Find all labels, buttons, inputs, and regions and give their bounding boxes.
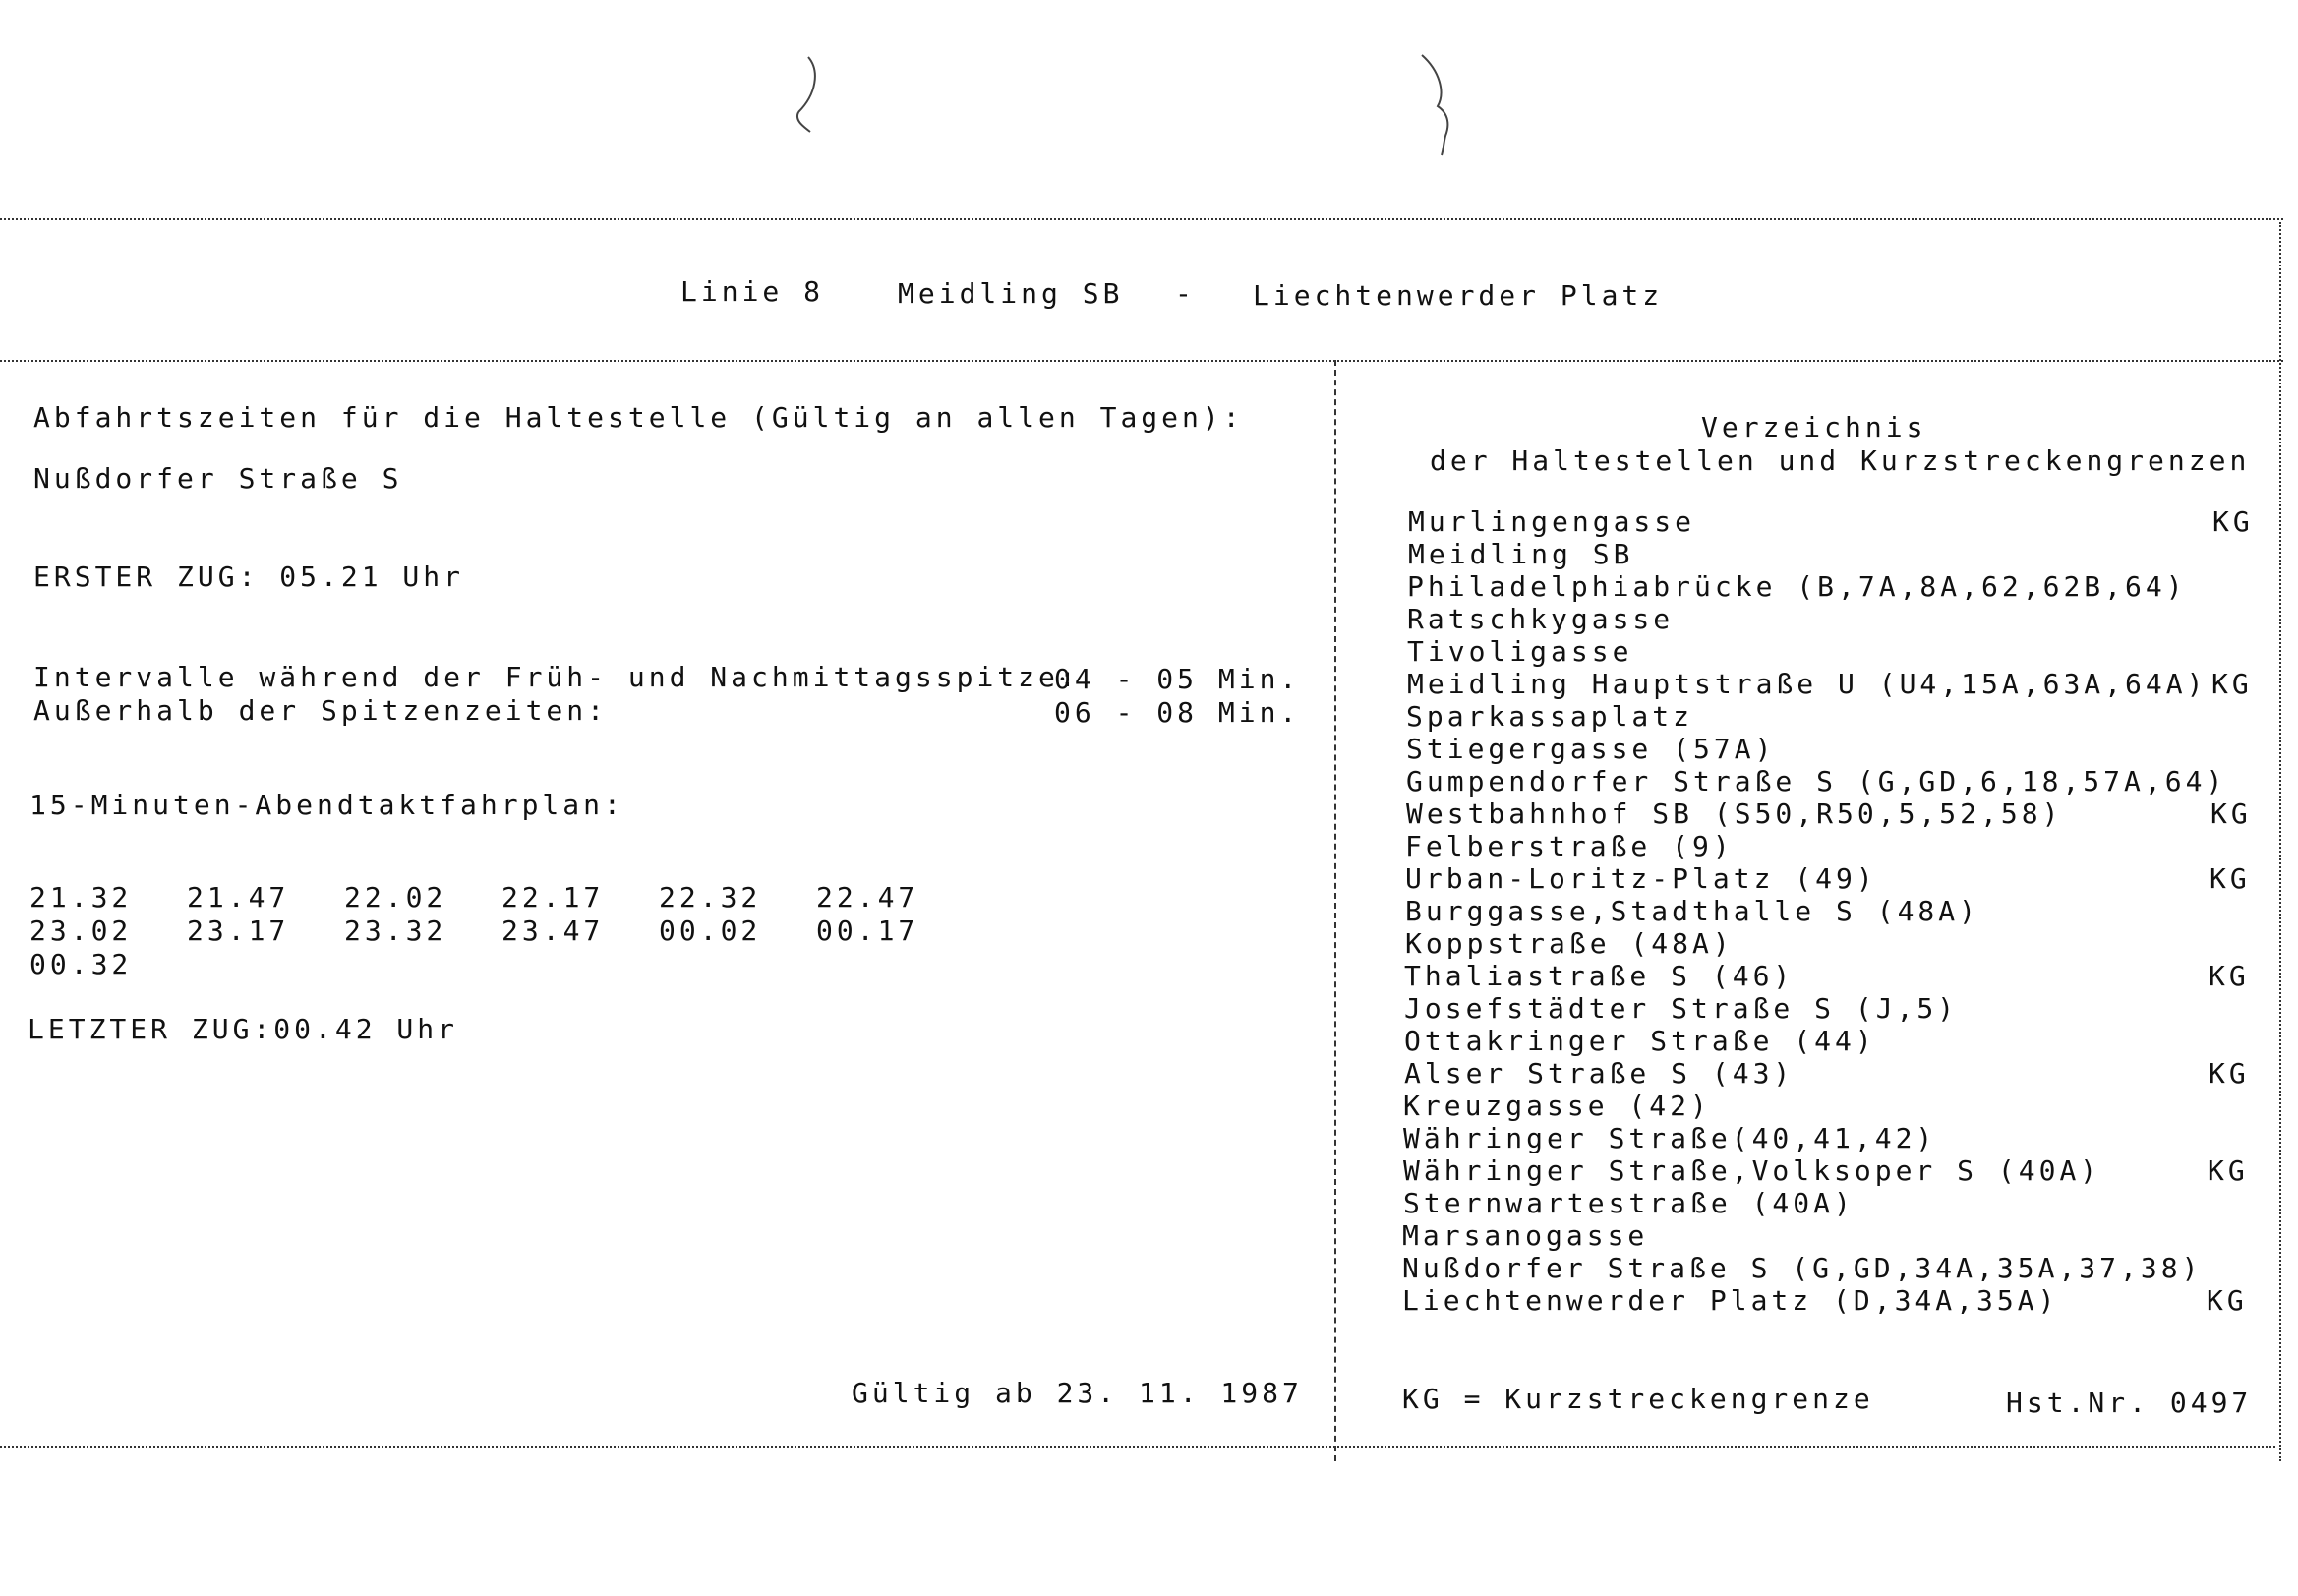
stop-list-item: Murlingengasse <box>1408 505 1696 538</box>
stop-list-item: Thaliastraße S (46) <box>1404 960 1795 992</box>
stop-list-item: Urban-Loritz-Platz (49) <box>1405 862 1877 895</box>
header-linie: Linie 8 <box>680 275 825 308</box>
pen-mark-left <box>777 49 836 138</box>
stop-list-item: Liechtenwerder Platz (D,34A,35A) <box>1402 1284 2059 1317</box>
kg-marker: KG <box>2212 505 2254 538</box>
evening-time: 23.47 <box>501 915 605 947</box>
stop-number: Hst.Nr. 0497 <box>2006 1387 2253 1419</box>
interval-peak-label: Intervalle während der Früh- und Nachmittagsspitze: <box>33 661 1080 693</box>
valid-from: Gültig ab 23. 11. 1987 <box>852 1377 1303 1409</box>
evening-time: 00.17 <box>816 915 919 947</box>
departure-heading: Abfahrtszeiten für die Haltestelle (Gültig an allen Tagen): <box>33 401 1244 434</box>
kg-legend: KG = Kurzstreckengrenze <box>1402 1383 1874 1415</box>
stop-list-item: Josefstädter Straße S (J,5) <box>1404 992 1959 1025</box>
evening-time: 00.32 <box>29 948 133 980</box>
kg-marker: KG <box>2210 862 2251 895</box>
header-bottom-line <box>0 360 2283 362</box>
header-origin: Meidling SB <box>898 277 1124 310</box>
kg-marker: KG <box>2207 1284 2248 1317</box>
stop-list-item: Felberstraße (9) <box>1405 830 1734 862</box>
interval-offpeak-value: 06 - 08 Min. <box>1054 696 1301 729</box>
stop-list-item: Währinger Straße,Volksoper S (40A) <box>1403 1154 2101 1187</box>
stop-list-item: Westbahnhof SB (S50,R50,5,52,58) <box>1406 798 2063 830</box>
evening-time: 23.32 <box>344 915 447 947</box>
evening-time: 21.32 <box>29 881 133 914</box>
stop-list-item: Nußdorfer Straße S (G,GD,34A,35A,37,38) <box>1402 1252 2203 1284</box>
stop-list-item: Ratschkygasse <box>1407 603 1675 635</box>
evening-time: 00.02 <box>659 915 762 947</box>
evening-time: 22.17 <box>501 881 605 914</box>
kg-marker: KG <box>2211 668 2253 700</box>
evening-time: 22.47 <box>816 881 919 914</box>
stop-list-item: Sparkassaplatz <box>1406 700 1694 733</box>
pen-mark-right <box>1416 49 1485 157</box>
stop-list-item: Alser Straße S (43) <box>1404 1057 1795 1090</box>
stop-list-item: Kreuzgasse (42) <box>1403 1090 1711 1122</box>
frame-right-line <box>2279 222 2281 1461</box>
stop-list-item: Philadelphiabrücke (B,7A,8A,62,62B,64) <box>1407 570 2187 603</box>
header-dash: - <box>1175 277 1196 310</box>
stop-list-item: Ottakringer Straße (44) <box>1404 1025 1876 1057</box>
column-divider <box>1334 360 1336 1461</box>
frame-bottom-line <box>0 1446 2275 1448</box>
kg-marker: KG <box>2209 1057 2250 1090</box>
first-train: ERSTER ZUG: 05.21 Uhr <box>33 561 465 593</box>
last-train: LETZTER ZUG:00.42 Uhr <box>28 1013 459 1045</box>
stop-list-item: Meidling Hauptstraße U (U4,15A,63A,64A) <box>1407 668 2208 700</box>
kg-marker: KG <box>2210 798 2252 830</box>
evening-time: 23.02 <box>29 915 133 947</box>
stop-list-item: Marsanogasse <box>1402 1219 1649 1252</box>
stop-list-item: Gumpendorfer Straße S (G,GD,6,18,57A,64) <box>1406 765 2227 798</box>
stop-list-item: Währinger Straße(40,41,42) <box>1403 1122 1937 1154</box>
evening-time: 22.32 <box>659 881 762 914</box>
stop-list-item: Sternwartestraße (40A) <box>1403 1187 1855 1219</box>
stop-list-item: Burggasse,Stadthalle S (48A) <box>1405 895 1980 927</box>
interval-offpeak-label: Außerhalb der Spitzenzeiten: <box>33 694 609 727</box>
kg-marker: KG <box>2209 960 2250 992</box>
stop-list-item: Stiegergasse (57A) <box>1406 733 1776 765</box>
stop-list-item: Tivoligasse <box>1407 635 1633 668</box>
interval-peak-value: 04 - 05 Min. <box>1054 663 1301 695</box>
stop-list-item: Koppstraße (48A) <box>1405 927 1734 960</box>
stop-name: Nußdorfer Straße S <box>33 462 403 495</box>
evening-time: 23.17 <box>187 915 290 947</box>
stop-index-title: Verzeichnis <box>1701 411 1927 443</box>
evening-time: 21.47 <box>187 881 290 914</box>
evening-time: 22.02 <box>344 881 447 914</box>
frame-top-line <box>0 218 2283 220</box>
evening-schedule-heading: 15-Minuten-Abendtaktfahrplan: <box>29 789 624 821</box>
stop-index-subtitle: der Haltestellen und Kurzstreckengrenzen <box>1430 444 2251 477</box>
kg-marker: KG <box>2208 1154 2249 1187</box>
header-destination: Liechtenwerder Platz <box>1253 279 1664 312</box>
stop-list-item: Meidling SB <box>1408 538 1634 570</box>
